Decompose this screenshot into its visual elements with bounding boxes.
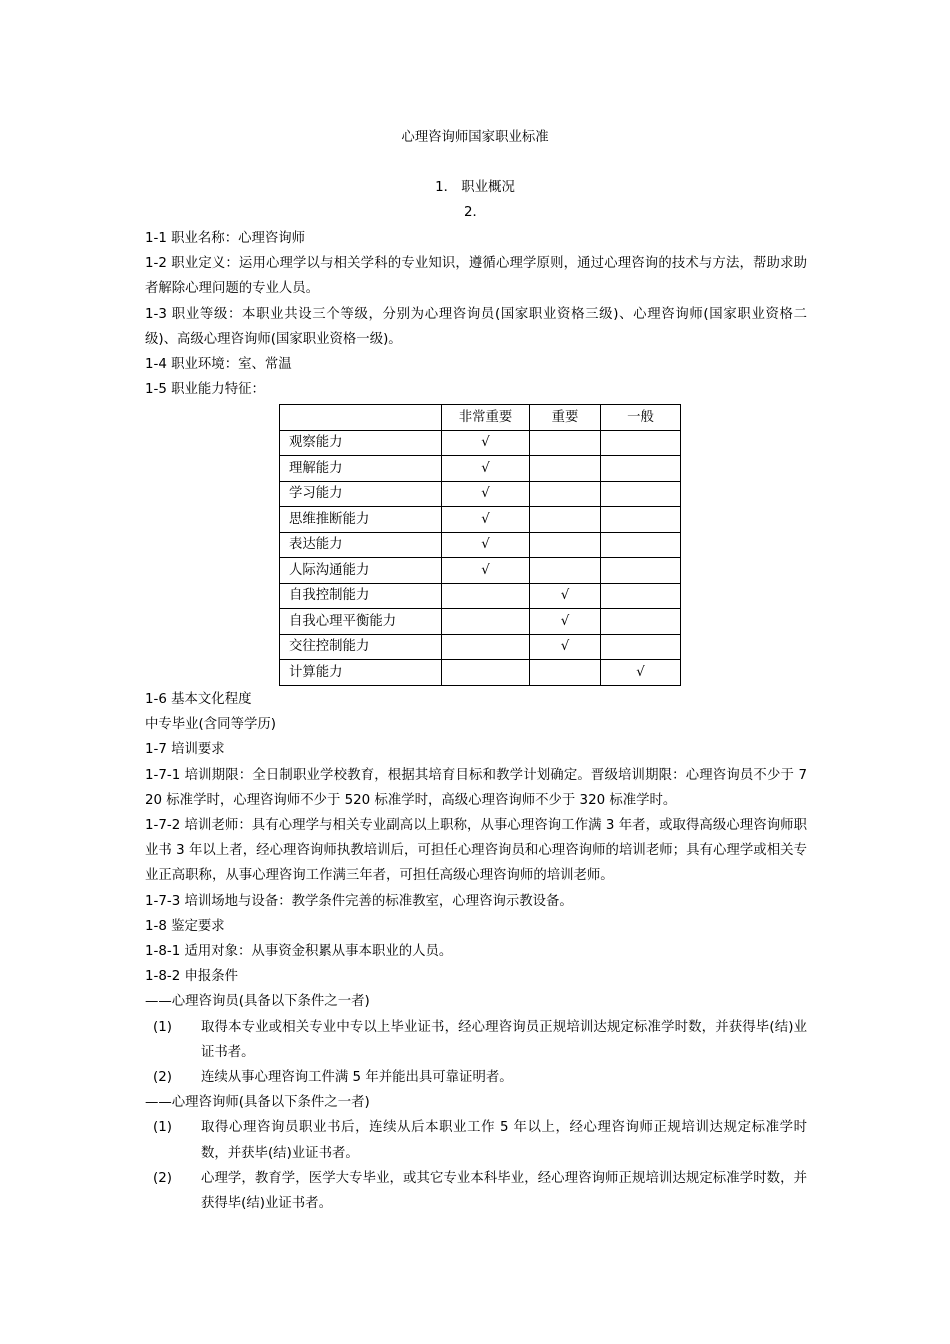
check-important: √ (530, 634, 601, 660)
document-body (145, 226, 807, 1216)
check-very-important (442, 583, 530, 609)
para-applicable-objects: 1-8-1 适用对象：从事资金积累从事本职业的人员。 (145, 943, 453, 959)
check-very-important: √ (442, 532, 530, 558)
check-important (530, 660, 601, 686)
para-ability-features: 1-5 职业能力特征： (145, 382, 265, 398)
check-important (530, 558, 601, 584)
para-training-period: 1-7-1 培训期限：全日制职业学校教育，根据其培育目标和教学计划确定。晋级培训期限：心理咨询员不少于 720 标准学时，心理咨询师不少于 520 标准学时，高级心理咨询师不少于 320 标准学时。 (145, 767, 807, 808)
header-important: 重要 (530, 405, 601, 431)
counselor-conditions-heading: ——心理咨询员(具备以下条件之一者) (145, 994, 370, 1010)
check-very-important: √ (442, 481, 530, 507)
check-important: √ (530, 609, 601, 635)
psychologist-conditions-heading: ——心理咨询师(具备以下条件之一者) (145, 1095, 370, 1111)
check-general (601, 558, 681, 584)
para-occupation-name: 1-1 职业名称：心理咨询师 (145, 231, 306, 246)
ability-name: 表达能力 (280, 532, 442, 558)
list-item-text: 连续从事心理咨询工件满 5 年并能出具可靠证明者。 (201, 1069, 513, 1085)
check-very-important (442, 660, 530, 686)
list-item (145, 1015, 807, 1065)
check-very-important: √ (442, 456, 530, 482)
check-general: √ (601, 660, 681, 686)
ability-name: 思维推断能力 (280, 507, 442, 533)
ability-table-header-row (280, 405, 681, 431)
para-occupation-levels: 1-3 职业等级：本职业共设三个等级，分别为心理咨询员(国家职业资格三级)、心理咨询师(国家职业资格二级)、高级心理咨询师(国家职业资格一级)。 (145, 306, 807, 347)
check-very-important: √ (442, 507, 530, 533)
para-basic-education-value: 中专毕业(含同等学历) (145, 717, 276, 733)
check-important (530, 532, 601, 558)
check-general (601, 532, 681, 558)
check-important (530, 456, 601, 482)
ability-name: 自我控制能力 (280, 583, 442, 609)
list-item (145, 1065, 807, 1090)
check-very-important: √ (442, 430, 530, 456)
ability-name: 自我心理平衡能力 (280, 609, 442, 635)
heading-number-2: 2． (464, 205, 486, 220)
table-row (280, 430, 681, 456)
list-item-number: (2) (153, 1170, 172, 1186)
check-general (601, 609, 681, 635)
table-row (280, 609, 681, 635)
table-row (280, 507, 681, 533)
check-general (601, 507, 681, 533)
check-general (601, 481, 681, 507)
document-title: 心理咨询师国家职业标准 (401, 130, 549, 145)
para-occupation-definition: 1-2 职业定义：运用心理学以与相关学科的专业知识，遵循心理学原则，通过心理咨询的技术与方法，帮助求助者解除心理问题的专业人员。 (145, 256, 807, 297)
list-item-text: 心理学，教育学，医学大专毕业，或其它专业本科毕业，经心理咨询师正规培训达规定标准学时数，并获得毕(结)业证书者。 (201, 1170, 807, 1211)
para-application-conditions: 1-8-2 申报条件 (145, 969, 239, 985)
check-very-important (442, 609, 530, 635)
check-very-important (442, 634, 530, 660)
check-general (601, 430, 681, 456)
check-important (530, 481, 601, 507)
check-general (601, 634, 681, 660)
para-training-venue: 1-7-3 培训场地与设备：教学条件完善的标准教室，心理咨询示教设备。 (145, 893, 573, 909)
header-general: 一般 (601, 405, 681, 431)
ability-name: 学习能力 (280, 481, 442, 507)
para-training-requirements: 1-7 培训要求 (145, 742, 225, 758)
check-important (530, 507, 601, 533)
header-very-important: 非常重要 (442, 405, 530, 431)
table-row (280, 558, 681, 584)
list-item-text: 取得本专业或相关专业中专以上毕业证书，经心理咨询员正规培训达规定标准学时数，并获得毕(结)业证书者。 (201, 1019, 807, 1060)
table-row (280, 456, 681, 482)
table-row (280, 481, 681, 507)
ability-name: 观察能力 (280, 430, 442, 456)
ability-name: 计算能力 (280, 660, 442, 686)
list-item-number: (1) (153, 1019, 172, 1035)
table-row (280, 634, 681, 660)
list-item-number: (2) (153, 1069, 172, 1085)
check-important: √ (530, 583, 601, 609)
para-basic-education: 1-6 基本文化程度 (145, 691, 252, 707)
ability-table (279, 404, 681, 686)
check-very-important: √ (442, 558, 530, 584)
ability-name: 交往控制能力 (280, 634, 442, 660)
para-appraisal-requirements: 1-8 鉴定要求 (145, 918, 225, 934)
list-item-text: 取得心理咨询员职业书后，连续从后本职业工作 5 年以上，经心理咨询师正规培训达规定标准学时数，并获毕(结)业证书者。 (201, 1120, 807, 1161)
para-occupation-environment: 1-4 职业环境：室、常温 (145, 357, 292, 373)
check-general (601, 456, 681, 482)
list-item-number: (1) (153, 1120, 172, 1136)
list-item (145, 1115, 807, 1165)
heading-occupation-overview: 1． 职业概况 (435, 180, 515, 195)
ability-name: 人际沟通能力 (280, 558, 442, 584)
table-row (280, 660, 681, 686)
header-ability (280, 405, 442, 431)
check-general (601, 583, 681, 609)
list-item (145, 1166, 807, 1216)
check-important (530, 430, 601, 456)
para-training-teacher: 1-7-2 培训老师：具有心理学与相关专业副高以上职称，从事心理咨询工作满 3 年者，或取得高级心理咨询师职业书 3 年以上者，经心理咨询师执教培训后，可担任心理咨询员和心理咨询师的培训老师；具有心理学或相关专业正高职称，从事心理咨询工作满三年者，可担任高级心理咨询师的培训老师。 (145, 817, 807, 884)
ability-name: 理解能力 (280, 456, 442, 482)
table-row (280, 583, 681, 609)
table-row (280, 532, 681, 558)
